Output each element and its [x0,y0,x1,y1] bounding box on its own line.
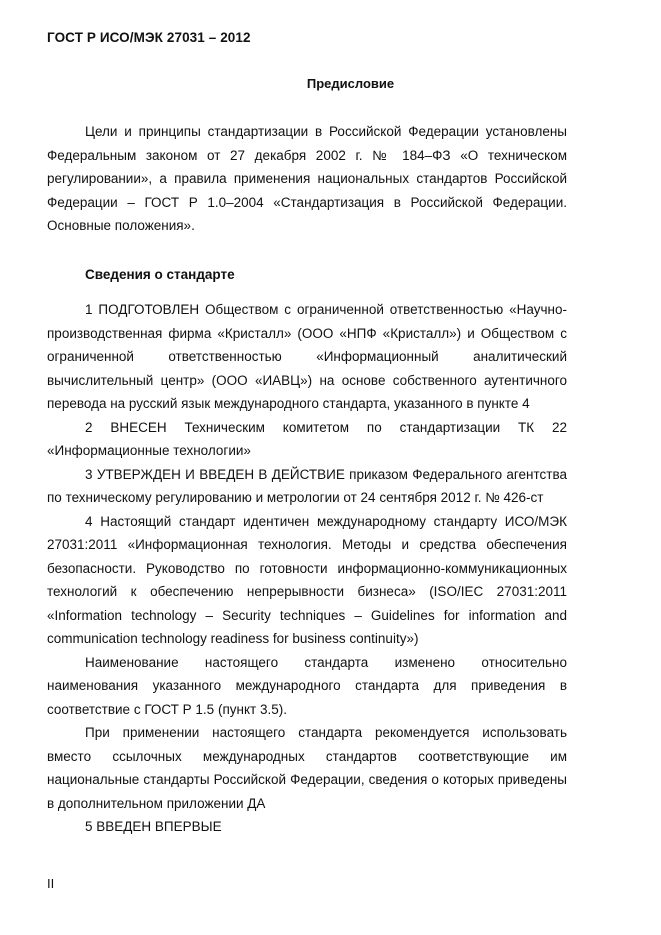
info-item-3: 3 УТВЕРЖДЕН И ВВЕДЕН В ДЕЙСТВИЕ приказом Федерального агентства по техническому регулированию и метрологии от 24 сентября 2012 г. № 426-ст [47,466,567,505]
info-item-4: 4 Настоящий стандарт идентичен международному стандарту ИСО/МЭК 27031:2011 «Информационная технология. Методы и средства обеспечения безопасности. Руководство по готовности информационно-коммуникационных технологий к обеспечению непрерывности бизнеса» (ISO/IEC 27031:2011 «Information technology – Security techniques – Guidelines for information and communication technology readiness for business continuity») [47,513,567,646]
page-number: II [47,876,55,891]
preface-title: Предисловие [306,76,395,91]
preface-intro: Цели и принципы стандартизации в Российской Федерации установлены Федеральным законом от 27 декабря 2002 г. № 184–ФЗ «О техническом регулировании», а правила применения национальных стандартов Российской Федерации – ГОСТ Р 1.0–2004 «Стандартизация в Российской Федерации. Основные положения». [47,124,567,233]
standard-header: ГОСТ Р ИСО/МЭК 27031 – 2012 [47,30,251,45]
document-body [47,120,567,839]
info-item-4-note-name: Наименование настоящего стандарта изменено относительно наименования указанного международного стандарта для приведения в соответствие с ГОСТ Р 1.5 (пункт 3.5). [47,654,567,717]
info-section-title: Сведения о стандарте [85,266,235,282]
info-item-2: 2 ВНЕСЕН Техническим комитетом по стандартизации ТК 22 «Информационные технологии» [47,419,567,458]
info-item-1: 1 ПОДГОТОВЛЕН Обществом с ограниченной ответственностью «Научно-производственная фирма «Кристалл» (ООО «НПФ «Кристалл») и Обществом с ограниченной ответственностью «Информационный аналитический вычислительный центр» (ООО «ИАВЦ») на основе собственного аутентичного перевода на русский язык международного стандарта, указанного в пункте 4 [47,302,567,411]
info-item-5: 5 ВВЕДЕН ВПЕРВЫЕ [85,819,222,834]
info-item-4-note-refs: При применении настоящего стандарта рекомендуется использовать вместо ссылочных международных стандартов соответствующие им национальные стандарты Российской Федерации, сведения о которых приведены в дополнительном приложении ДА [47,725,567,811]
